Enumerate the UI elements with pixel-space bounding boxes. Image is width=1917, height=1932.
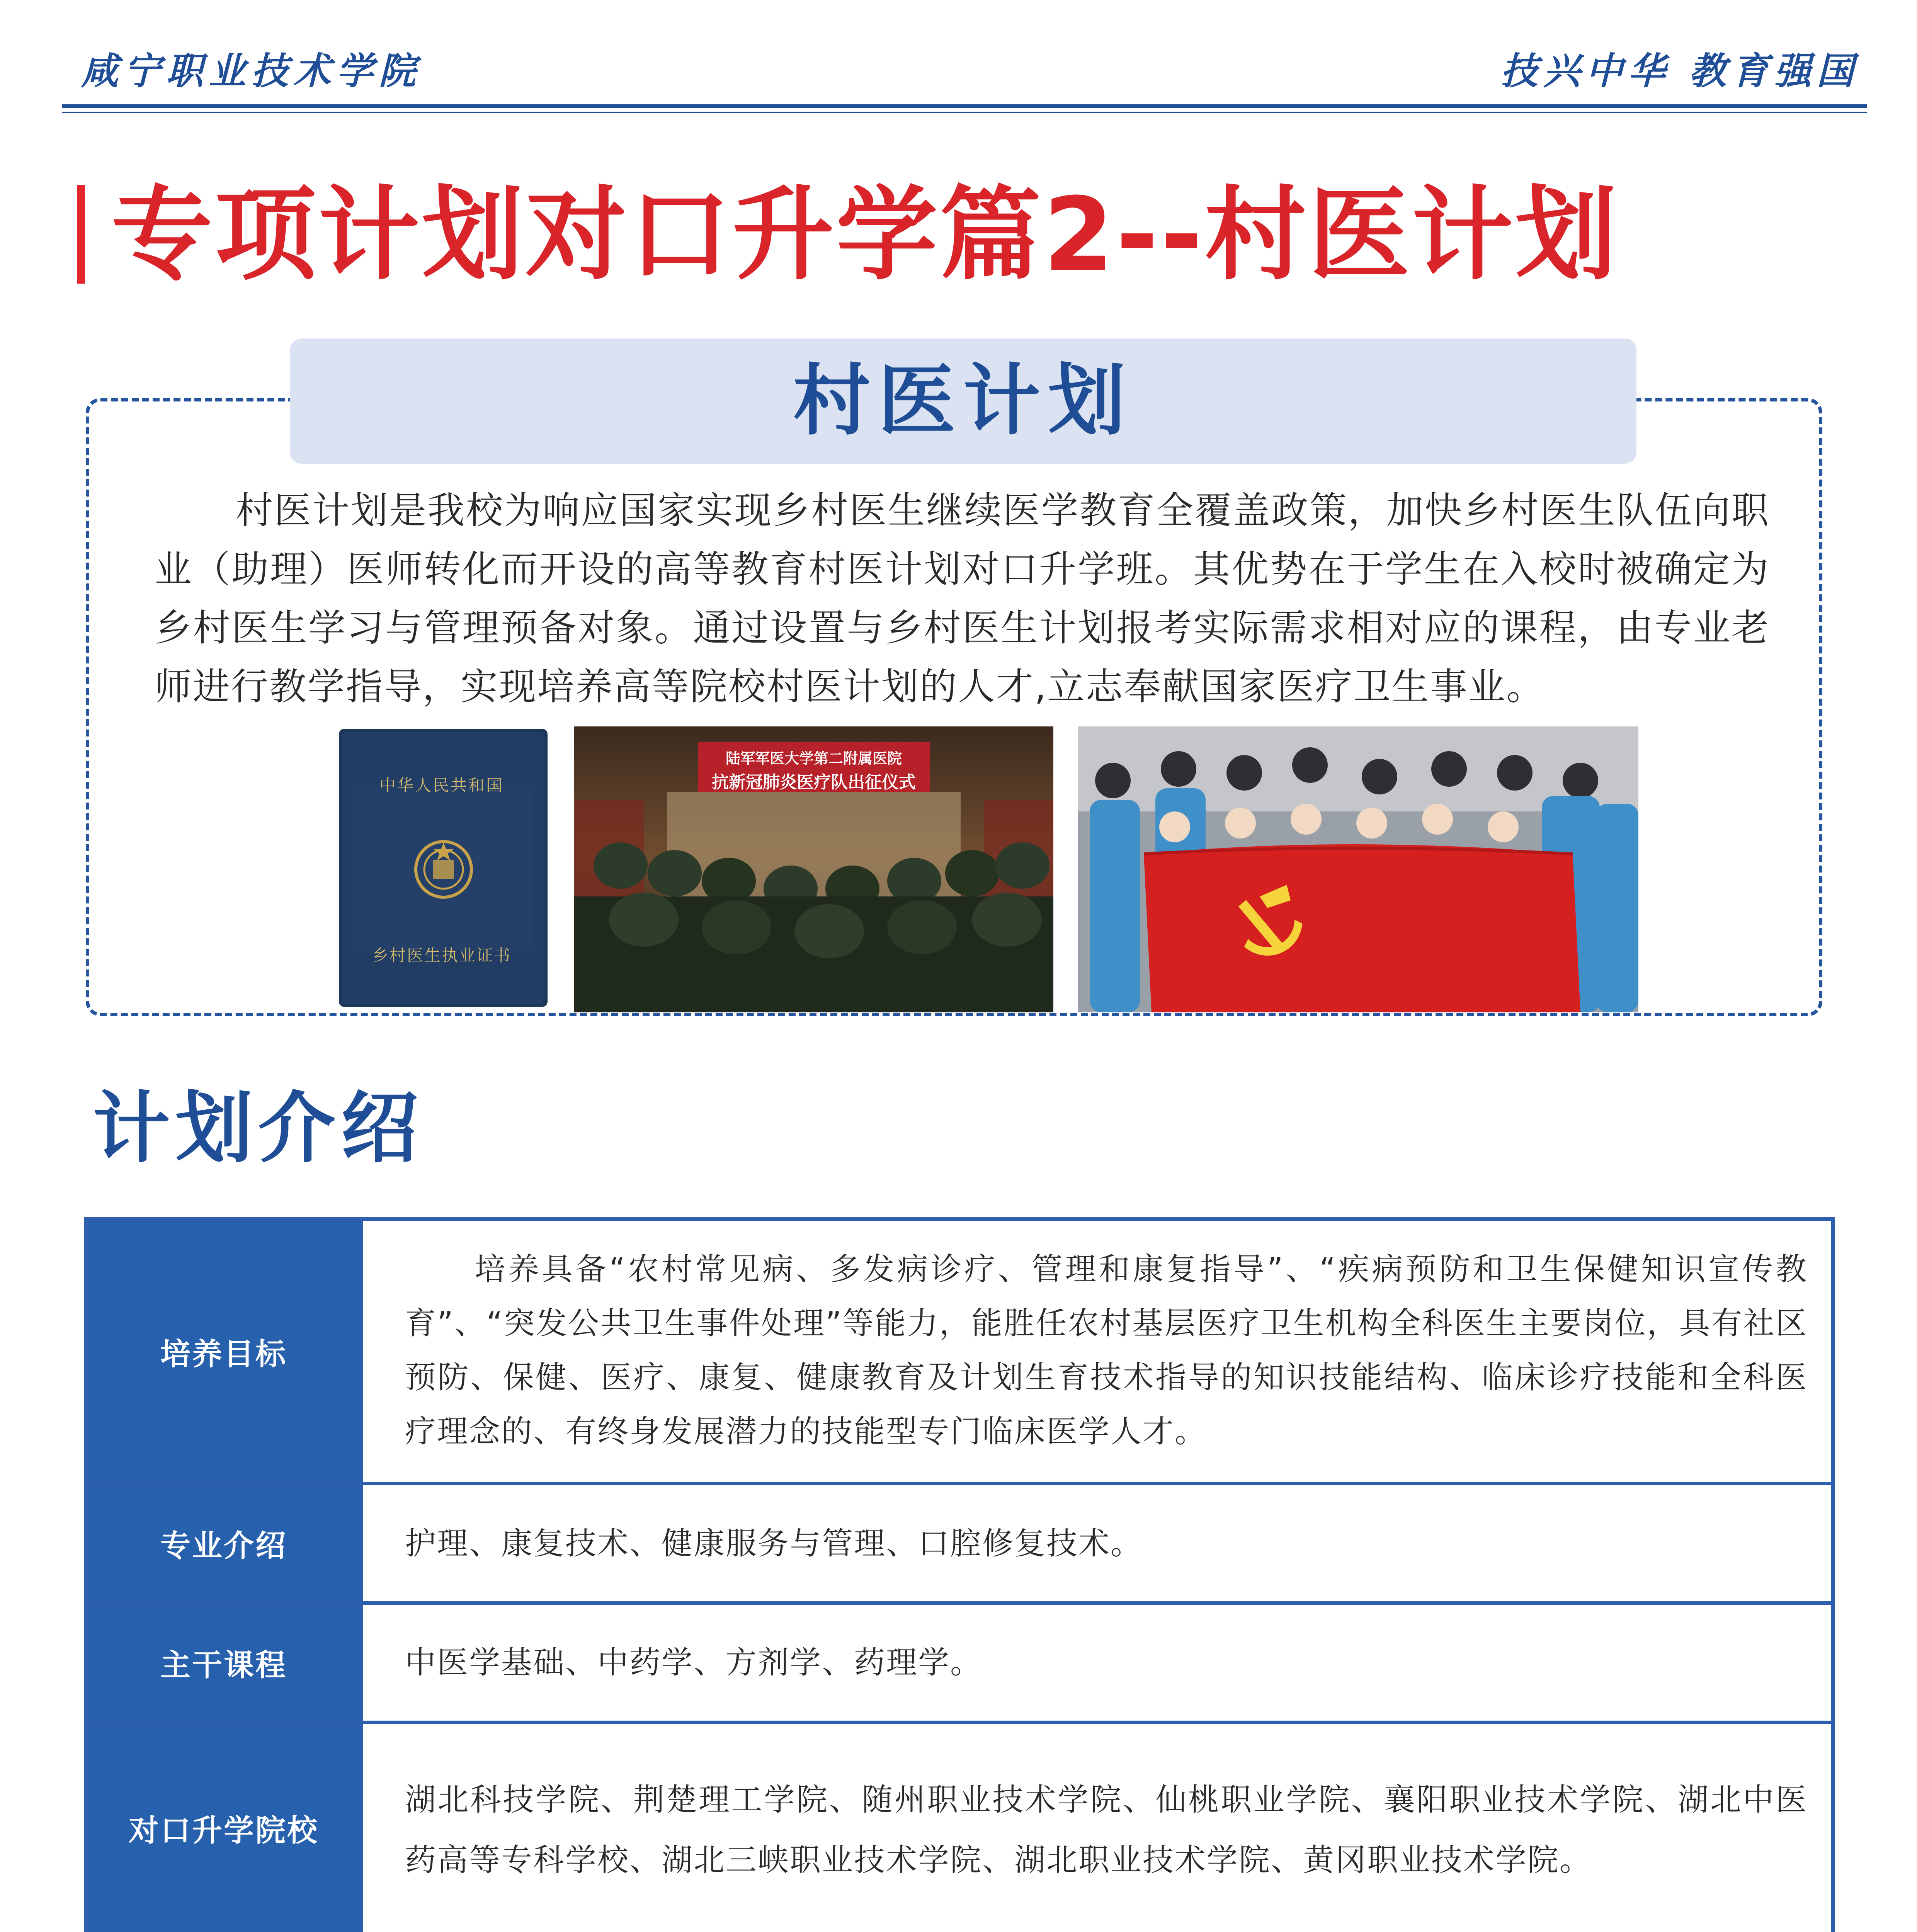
ceremony-photo	[574, 726, 1053, 1012]
row-label-training-goal: 培养目标	[88, 1221, 359, 1482]
row-divider	[88, 1601, 1831, 1605]
certificate-image	[333, 726, 550, 1012]
row-text-core-courses: 中医学基础、中药学、方剂学、药理学。	[405, 1645, 982, 1680]
intro-box-heading: 村医计划	[793, 356, 1133, 446]
certificate-title: 乡村医生执业证书	[372, 946, 511, 965]
row-label-core-courses: 主干课程	[88, 1605, 359, 1721]
row-text-training-goal: 培养具备“农村常见病、多发病诊疗、管理和康复指导”、“疾病预防和卫生保健知识宣传教育”、“突发公共卫生事件处理”等能力，能胜任农村基层医疗卫生机构全科医生主要岗位，具有社区预防、保健、医疗、康复、健康教育及计划生育技术指导的知识技能结构、临床诊疗技能和全科医疗理念的、有终身发展潜力的技能型专门临床医学人才。	[405, 1251, 1808, 1449]
header-slogan: 技兴中华 教育强国	[1500, 49, 1859, 93]
ceremony-banner-line1: 陆军军医大学第二附属医院	[725, 750, 902, 767]
header-school-name: 咸宁职业技术学院	[81, 49, 421, 93]
header-divider-thin	[62, 112, 1867, 113]
row-label-partner-colleges: 对口升学院校	[88, 1724, 359, 1932]
certificate-country: 中华人民共和国	[379, 776, 504, 795]
row-divider	[88, 1721, 1831, 1724]
row-divider	[88, 1482, 1831, 1485]
column-divider	[359, 1221, 363, 1932]
plan-intro-heading: 计划介绍	[93, 1083, 424, 1173]
page-title: 专项计划对口升学篇2--村医计划	[111, 176, 1619, 294]
intro-paragraph: 村医计划是我校为响应国家实现乡村医生继续医学教育全覆盖政策，加快乡村医生队伍向职业（助理）医师转化而开设的高等教育村医计划对口升学班。其优势在于学生在入校时被确定为乡村医生学习与管理预备对象。通过设置与乡村医生计划报考实际需求相对应的课程，由专业老师进行教学指导，实现培养高等院校村医计划的人才,立志奉献国家医疗卫生事业。	[155, 489, 1770, 708]
certificate-photo	[333, 726, 550, 1012]
plan-intro-table	[84, 1217, 1835, 1932]
title-accent-bar	[77, 185, 85, 284]
row-text-majors: 护理、康复技术、健康服务与管理、口腔修复技术。	[405, 1526, 1143, 1561]
row-label-majors: 专业介绍	[88, 1485, 359, 1601]
ceremony-banner-line2: 抗新冠肺炎医疗队出征仪式	[712, 772, 916, 792]
team-flag-photo	[1078, 726, 1638, 1012]
team-flag-image	[1078, 726, 1638, 1012]
header-divider	[62, 104, 1867, 108]
row-text-partner-colleges: 湖北科技学院、荆楚理工学院、随州职业技术学院、仙桃职业学院、襄阳职业技术学院、湖北中医药高等专科学校、湖北三峡职业技术学院、湖北职业技术学院、黄冈职业技术学院。	[405, 1782, 1808, 1878]
